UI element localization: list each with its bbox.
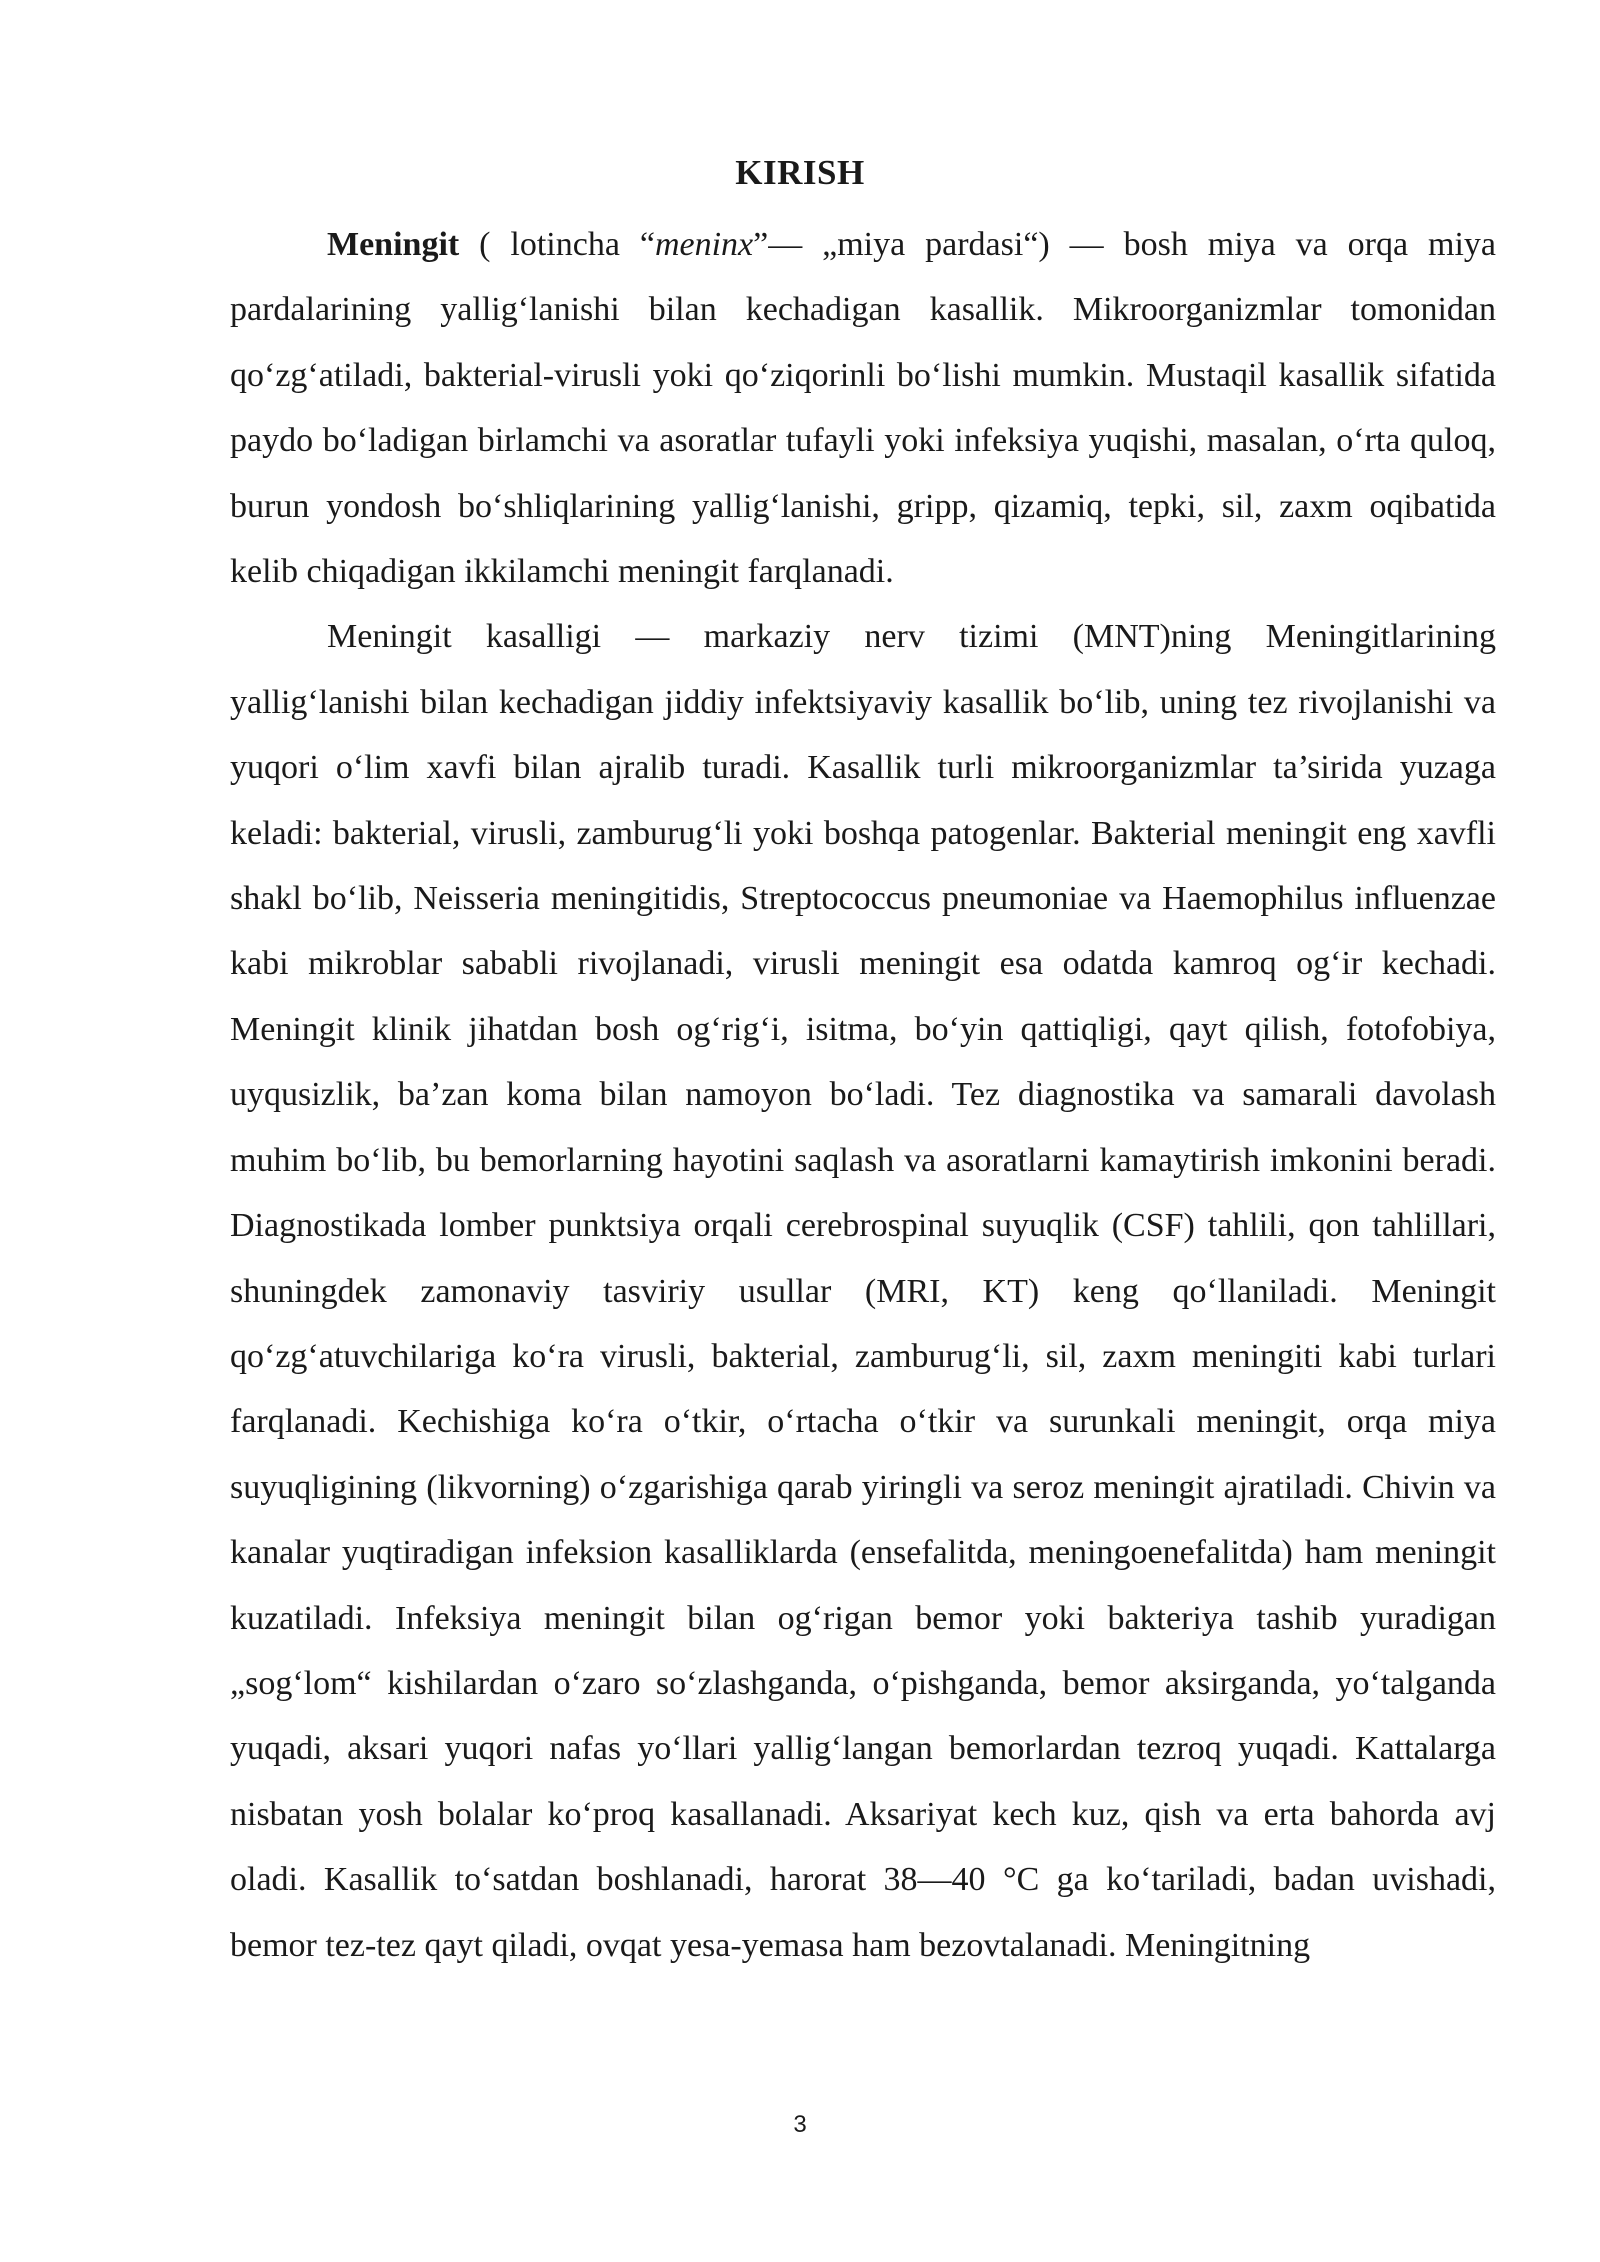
body-text (230, 212, 1496, 1978)
lead-term: Meningit (327, 226, 460, 263)
page-number: 3 (793, 2111, 807, 2138)
paragraph-1-text: ”— „miya pardasi“) — bosh miya va orqa miya pardalarining yallig‘lanishi bilan kechadigan kasallik. Mikroorganizmlar tomonidan qo‘zg‘atiladi, bakterial-virusli yoki qo‘ziqorinli bo‘lishi mumkin. Mustaqil kasallik sifatida paydo bo‘ladigan birlamchi va asoratlar tufayli yoki infeksiya yuqishi, masalan, o‘rta quloq, burun yondosh bo‘shliqlarining yallig‘lanishi, gripp, qizamiq, tepki, sil, zaxm oqibatida kelib chiqadigan ikkilamchi meningit farqlanadi. (230, 226, 1496, 591)
latin-term: meninx (654, 226, 754, 263)
paragraph-1 (230, 212, 1496, 604)
paragraph-2: Meningit kasalligi — markaziy nerv tizimi (MNT)ning Meningitlarining yallig‘lanishi bilan kechadigan jiddiy infektsiyaviy kasallik bo‘lib, uning tez rivojlanishi va yuqori o‘lim xavfi bilan ajralib turadi. Kasallik turli mikroorganizmlar ta’sirida yuzaga keladi: bakterial, virusli, zamburug‘li yoki boshqa patogenlar. Bakterial meningit eng xavfli shakl bo‘lib, Neisseria meningitidis, Streptococcus pneumoniae va Haemophilus influenzae kabi mikroblar sababli rivojlanadi, virusli meningit esa odatda kamroq og‘ir kechadi. Meningit klinik jihatdan bosh og‘rig‘i, isitma, bo‘yin qattiqligi, qayt qilish, fotofobiya, uyqusizlik, ba’zan koma bilan namoyon bo‘ladi. Tez diagnostika va samarali davolash muhim bo‘lib, bu bemorlarning hayotini saqlash va asoratlarni kamaytirish imkonini beradi. Diagnostikada lomber punktsiya orqali cerebrospinal suyuqlik (CSF) tahlili, qon tahlillari, shuningdek zamonaviy tasviriy usullar (MRI, KT) keng qo‘llaniladi. Meningit qo‘zg‘atuvchilariga ko‘ra virusli, bakterial, zamburug‘li, sil, zaxm meningiti kabi turlari farqlanadi. Kechishiga ko‘ra o‘tkir, o‘rtacha o‘tkir va surunkali meningit, orqa miya suyuqligining (likvorning) o‘zgarishiga qarab yiringli va seroz meningit ajratiladi. Chivin va kanalar yuqtiradigan infeksion kasalliklarda (ensefalitda, meningoenefalitda) ham meningit kuzatiladi. Infeksiya meningit bilan og‘rigan bemor yoki bakteriya tashib yuradigan „sog‘lom“ kishilardan o‘zaro so‘zlashganda, o‘pishganda, bemor aksirganda, yo‘talganda yuqadi, aksari yuqori nafas yo‘llari yallig‘langan bemorlardan tezroq yuqadi. Kattalarga nisbatan yosh bolalar ko‘proq kasallanadi. Aksariyat kech kuz, qish va erta bahorda avj oladi. Kasallik to‘satdan boshlanadi, harorat 38—40 °C ga ko‘tariladi, badan uvishadi, bemor tez-tez qayt qiladi, ovqat yesa-yemasa ham bezovtalanadi. Meningitning (230, 618, 1496, 1964)
section-heading: KIRISH (735, 153, 865, 192)
paragraph-1-intro: ( lotincha “ (459, 226, 655, 263)
